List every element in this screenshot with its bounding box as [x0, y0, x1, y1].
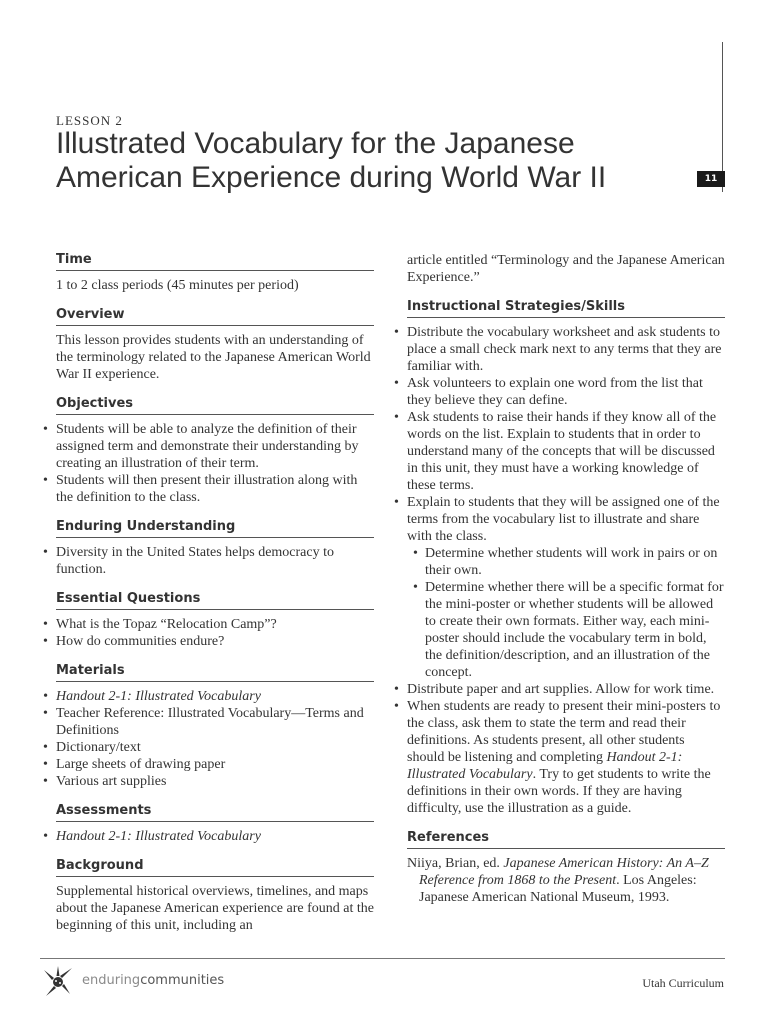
reference-entry	[407, 855, 725, 906]
essential-questions-heading: Essential Questions	[56, 591, 374, 610]
list-item: • Various art supplies	[56, 773, 374, 790]
objectives-list	[56, 421, 374, 506]
right-column	[407, 252, 725, 906]
list-item: • Students will then present their illustration along with the definition to the class.	[56, 472, 374, 506]
list-item: • Dictionary/text	[56, 739, 374, 756]
page-number-badge: 11	[697, 171, 725, 187]
reference-title: Japanese American History: An A–Z Reference from 1868 to the Present	[419, 856, 709, 888]
overview-heading: Overview	[56, 307, 374, 326]
list-item	[407, 494, 725, 681]
essential-questions-list	[56, 616, 374, 650]
logo-text-bold: communities	[140, 973, 225, 988]
list-item: • Ask students to raise their hands if they know all of the words on the list. Explain to students that in order to understand many of the concepts that will be discussed in this unit, they must have a working knowledge of these terms.	[407, 409, 725, 494]
references-heading: References	[407, 830, 725, 849]
list-item: • Distribute paper and art supplies. Allow for work time.	[407, 681, 725, 698]
list-item: • Ask volunteers to explain one word from the list that they believe they can define.	[407, 375, 725, 409]
sub-list-item: • Determine whether there will be a specific format for the mini-poster or whether students will be allowed to create their own formats. Either way, each mini-poster should include the vocabulary term in bold, the definition/description, and an illustration of the concept.	[425, 579, 725, 681]
list-item	[407, 698, 725, 817]
objectives-heading: Objectives	[56, 396, 374, 415]
strategy-text: When students are ready to present their mini-posters to the class, ask them to state the term and read their definitions. As students present, all other students should be listening and completing	[407, 699, 721, 765]
list-item: • Handout 2-1: Illustrated Vocabulary	[56, 828, 374, 845]
page-title	[56, 127, 676, 195]
time-heading: Time	[56, 252, 374, 271]
enduring-understanding-list	[56, 544, 374, 578]
reference-author: Niiya, Brian, ed.	[407, 856, 504, 871]
overview-text: This lesson provides students with an understanding of the terminology related to the Japanese American World War II experience.	[56, 333, 371, 382]
left-column	[56, 252, 374, 934]
list-item: • Handout 2-1: Illustrated Vocabulary	[56, 688, 374, 705]
footer-rule	[40, 958, 725, 959]
footer-logo-text	[82, 973, 224, 988]
strategy-sublist	[407, 545, 725, 681]
list-item: • How do communities endure?	[56, 633, 374, 650]
assessments-list	[56, 828, 374, 845]
list-item: • What is the Topaz “Relocation Camp”?	[56, 616, 374, 633]
assessments-heading: Assessments	[56, 803, 374, 822]
handout-reference: Handout 2-1: Illustrated Vocabulary	[407, 750, 683, 782]
materials-list	[56, 688, 374, 790]
list-item: • Teacher Reference: Illustrated Vocabulary—Terms and Definitions	[56, 705, 374, 739]
background-continued-text: article entitled “Terminology and the Japanese American Experience.”	[407, 253, 725, 285]
logo-text-light: enduring	[82, 973, 141, 988]
header-vertical-rule	[722, 42, 723, 192]
footer-curriculum-label: Utah Curriculum	[642, 976, 724, 990]
title-line-1: Illustrated Vocabulary for the Japanese	[56, 127, 575, 160]
time-text: 1 to 2 class periods (45 minutes per period)	[56, 278, 299, 293]
background-text: Supplemental historical overviews, timelines, and maps about the Japanese American experience are found at the beginning of this unit, including an	[56, 884, 374, 933]
enduring-understanding-heading: Enduring Understanding	[56, 519, 374, 538]
list-item: • Distribute the vocabulary worksheet and ask students to place a small check mark next to any terms that they are familiar with.	[407, 324, 725, 375]
lesson-label: LESSON 2	[56, 113, 123, 128]
instructional-strategies-heading: Instructional Strategies/Skills	[407, 299, 725, 318]
background-heading: Background	[56, 858, 374, 877]
list-item: • Students will be able to analyze the definition of their assigned term and demonstrate their understanding by creating an illustration of their term.	[56, 421, 374, 472]
title-line-2: American Experience during World War II	[56, 161, 607, 194]
list-item: • Large sheets of drawing paper	[56, 756, 374, 773]
list-item: • Diversity in the United States helps democracy to function.	[56, 544, 374, 578]
reference-publisher: . Los Angeles: Japanese American National Museum, 1993.	[419, 873, 697, 905]
sub-list-item: • Determine whether students will work in pairs or on their own.	[425, 545, 725, 579]
strategy-text: Explain to students that they will be assigned one of the terms from the vocabulary list to illustrate and share with the class.	[407, 495, 720, 544]
strategy-text: . Try to get students to write the definitions in their own words. If they are having difficulty, use the illustration as a guide.	[407, 767, 711, 816]
materials-heading: Materials	[56, 663, 374, 682]
strategies-list	[407, 324, 725, 817]
enduring-communities-logo-icon	[42, 966, 74, 998]
